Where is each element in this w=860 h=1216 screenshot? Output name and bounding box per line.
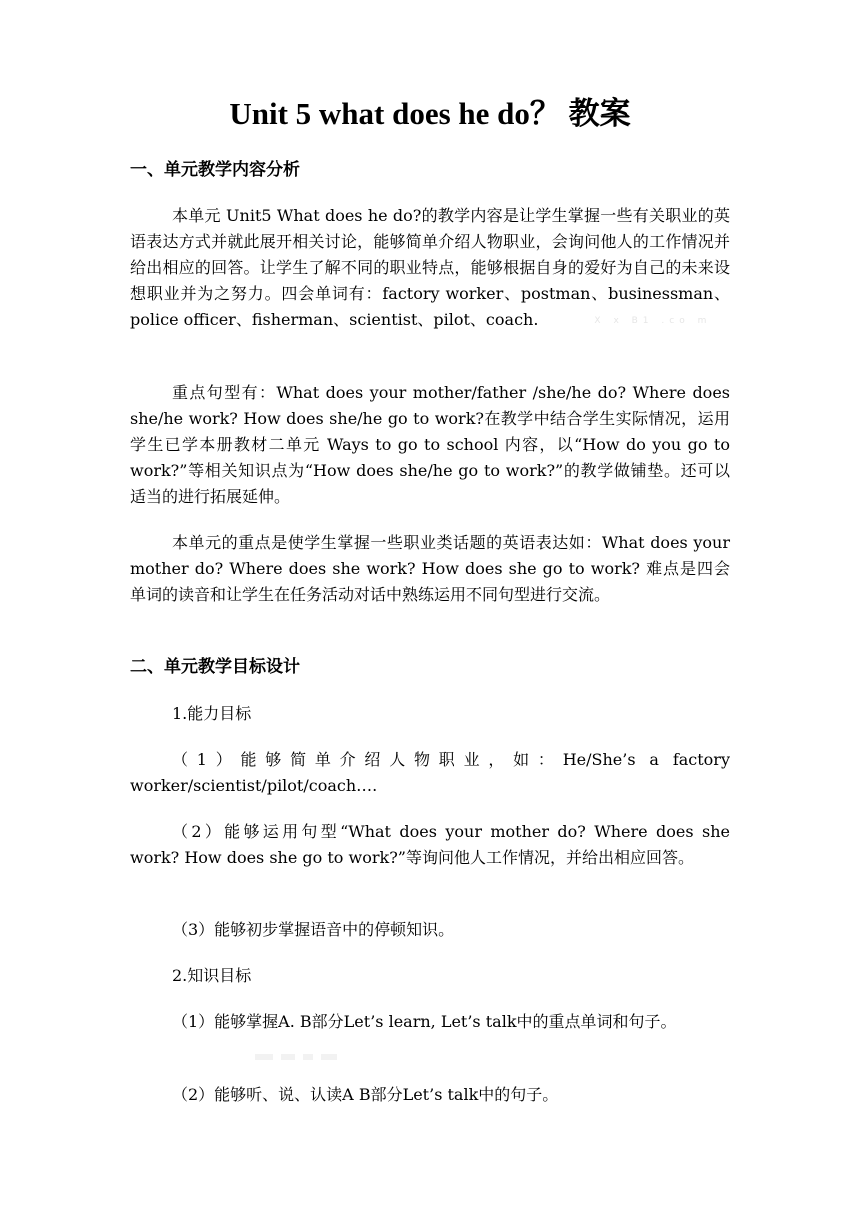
watermark-text: X x B1 .co m [594,315,712,326]
paragraph-unit-intro-text: 本单元 Unit5 What does he do?的教学内容是让学生掌握一些有关职业的英语表达方式并就此展开相关讨论，能够简单介绍人物职业，会询问他人的工作情况并给出相应的回答。让学生了解不同的职业特点，能够根据自身的爱好为自己的未来设想职业并为之努力。四会单词有：factory worker、postman、businessman、police officer、fisherman、scientist、pilot、coach. [130,206,730,329]
ability-goal-item-3: （3）能够初步掌握语音中的停顿知识。 [172,920,455,939]
ability-goal-item-1: （1）能够简单介绍人物职业，如：He/She’s a factory worker/scientist/pilot/coach…. [130,750,730,795]
paragraph-key-points: 本单元的重点是使学生掌握一些职业类话题的英语表达如：What does your mother do? Where does she work? How does she go to work? 难点是四会单词的读音和让学生在任务活动对话中熟练运用不同句型进行交流。 [130,533,730,604]
section-heading-objectives: 二、单元教学目标设计 [130,657,300,677]
knowledge-goal-item-1: （1）能够掌握A. B部分Let’s learn, Let’s talk中的重点单词和句子。 [172,1012,677,1031]
knowledge-goal-item-2: （2）能够听、说、认读A B部分Let’s talk中的句子。 [172,1085,559,1104]
paragraph-unit-intro [130,203,730,334]
ability-goal-item-2: （2）能够运用句型“What does your mother do? Where does she work? How does she go to work?”等询问他人工作情况，并给出相应回答。 [130,822,730,867]
paragraph-key-sentences: 重点句型有：What does your mother/father /she/he do? Where does she/he work? How does she/he go to work?在教学中结合学生实际情况，运用学生已学本册教材二单元 Ways to go to school 内容，以“How do you go to work?”等相关知识点为“How does she/he go to work?”的教学做铺垫。还可以适当的进行拓展延伸。 [130,383,730,506]
section-heading-content-analysis: 一、单元教学内容分析 [130,160,300,180]
document-title: Unit 5 what does he do？ 教案 [229,96,631,131]
subsection-ability-goals: 1.能力目标 [172,704,252,723]
faint-watermark-mark [255,1046,395,1056]
subsection-knowledge-goals: 2.知识目标 [172,966,252,985]
